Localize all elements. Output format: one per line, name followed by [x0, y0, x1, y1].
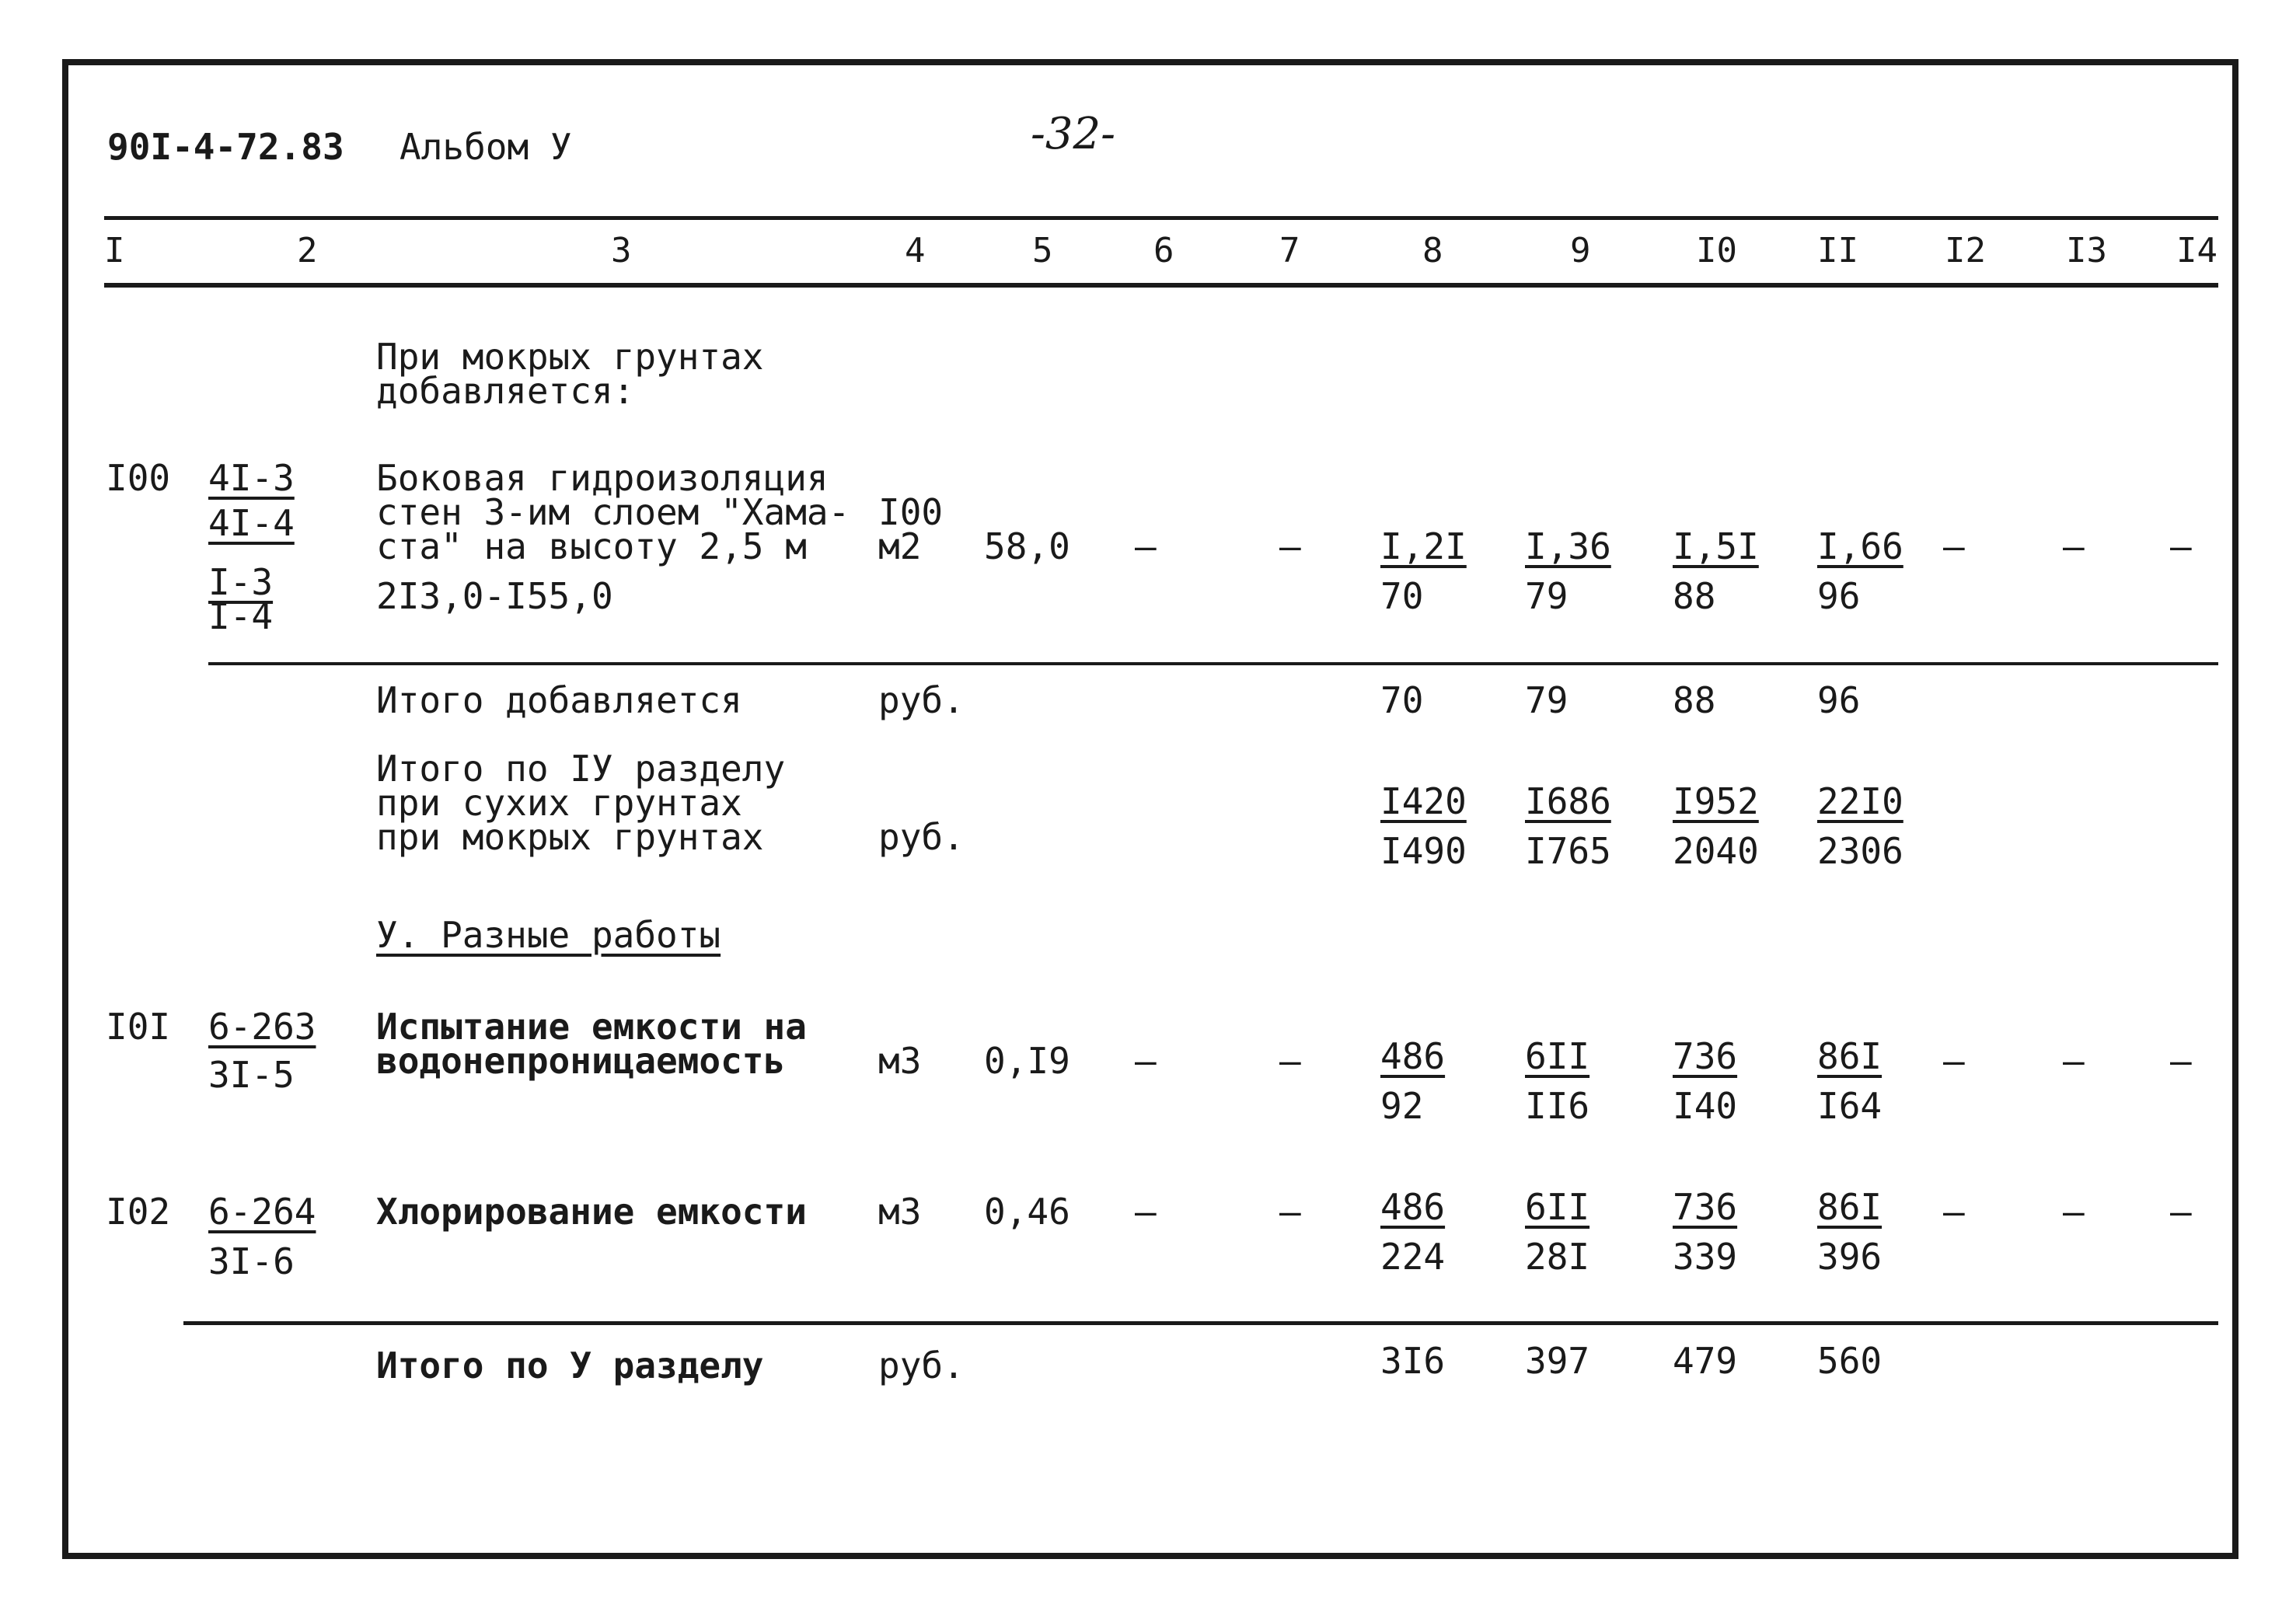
price-top: I686: [1525, 780, 1611, 822]
price-bottom: 92: [1380, 1085, 1424, 1127]
total-value: 79: [1525, 679, 1568, 721]
norm-code: 4I-4: [208, 502, 295, 544]
price-top: I420: [1380, 780, 1467, 822]
price-top: 86I: [1817, 1186, 1883, 1228]
wet-soil-intro-line2: добавляется:: [376, 370, 635, 412]
price-top: 736: [1673, 1035, 1738, 1077]
album-label: Альбом У: [400, 126, 572, 168]
unit-value: руб.: [878, 816, 965, 858]
price-top: I,5I: [1673, 525, 1759, 567]
column-number: I: [104, 231, 125, 270]
norm-code: 3I-6: [208, 1240, 295, 1282]
dash-cell: –: [2170, 1191, 2192, 1233]
dash-cell: –: [2063, 1191, 2085, 1233]
price-bottom: 224: [1380, 1236, 1446, 1278]
total-label: при сухих грунтах: [376, 782, 742, 824]
total-label: Итого добавляется: [376, 679, 742, 721]
norm-code: 6-264: [208, 1191, 316, 1233]
dash-cell: –: [2170, 1040, 2192, 1082]
price-bottom: I64: [1817, 1085, 1883, 1127]
total-label: Итого по IУ разделу: [376, 748, 786, 790]
section-rule: [208, 662, 2218, 665]
norm-code: I-3: [208, 561, 274, 603]
wet-soil-intro-line1: При мокрых грунтах: [376, 336, 764, 378]
price-bottom: 396: [1817, 1236, 1883, 1278]
price-bottom: I490: [1380, 830, 1467, 872]
column-number: 5: [1032, 231, 1053, 270]
work-description: Хлорирование емкости: [376, 1191, 807, 1233]
dash-cell: –: [1279, 525, 1301, 567]
column-number: 2: [297, 231, 318, 270]
total-value: 560: [1817, 1340, 1883, 1382]
total-label: Итого по У разделу: [376, 1345, 764, 1387]
row-number: I0I: [106, 1006, 171, 1048]
header-bottom-rule: [104, 283, 2218, 288]
column-number: 9: [1570, 231, 1591, 270]
work-description: водонепроницаемость: [376, 1040, 786, 1082]
column-number: I0: [1696, 231, 1737, 270]
dash-cell: –: [1135, 1191, 1157, 1233]
price-bottom: 70: [1380, 575, 1424, 617]
norm-code: I-4: [208, 595, 274, 637]
work-description: 2I3,0-I55,0: [376, 575, 613, 617]
total-value: 96: [1817, 679, 1861, 721]
price-bottom: 339: [1673, 1236, 1738, 1278]
column-number: 8: [1422, 231, 1443, 270]
column-number: 3: [611, 231, 632, 270]
price-top: I,66: [1817, 525, 1903, 567]
total-value: 70: [1380, 679, 1424, 721]
header-top-rule: [104, 216, 2218, 220]
column-number: I2: [1945, 231, 1986, 270]
dash-cell: –: [1943, 1040, 1965, 1082]
total-value: 3I6: [1380, 1340, 1446, 1382]
total-value: 397: [1525, 1340, 1590, 1382]
work-description: ста" на высоту 2,5 м: [376, 525, 807, 567]
work-description: Боковая гидроизоляция: [376, 457, 829, 499]
price-top: 736: [1673, 1186, 1738, 1228]
unit-value: I00: [878, 491, 944, 533]
row-number: I02: [106, 1191, 171, 1233]
price-bottom: 2306: [1817, 830, 1903, 872]
price-top: 22I0: [1817, 780, 1903, 822]
work-description: стен 3-им слоем "Хама-: [376, 491, 850, 533]
dash-cell: –: [1943, 525, 1965, 567]
price-bottom: 88: [1673, 575, 1716, 617]
price-top: I952: [1673, 780, 1759, 822]
column-number: 4: [905, 231, 926, 270]
quantity-value: 0,I9: [984, 1040, 1070, 1082]
total-value: 88: [1673, 679, 1716, 721]
price-bottom: 79: [1525, 575, 1568, 617]
price-top: I,36: [1525, 525, 1611, 567]
work-description: Испытание емкости на: [376, 1006, 807, 1048]
unit-value: м2: [878, 525, 922, 567]
price-bottom: I765: [1525, 830, 1611, 872]
price-top: 86I: [1817, 1035, 1883, 1077]
price-top: 6II: [1525, 1035, 1590, 1077]
price-bottom: 96: [1817, 575, 1861, 617]
dash-cell: –: [1279, 1040, 1301, 1082]
unit-value: м3: [878, 1191, 922, 1233]
price-top: 486: [1380, 1186, 1446, 1228]
row-number: I00: [106, 457, 171, 499]
section-title: У. Разные работы: [376, 914, 721, 956]
section-rule: [183, 1321, 2218, 1325]
total-label: при мокрых грунтах: [376, 816, 764, 858]
column-number: I3: [2066, 231, 2107, 270]
dash-cell: –: [1135, 525, 1157, 567]
dash-cell: –: [2063, 525, 2085, 567]
quantity-value: 0,46: [984, 1191, 1070, 1233]
price-bottom: I40: [1673, 1085, 1738, 1127]
unit-value: м3: [878, 1040, 922, 1082]
unit-value: руб.: [878, 1345, 965, 1387]
price-top: 486: [1380, 1035, 1446, 1077]
column-number: II: [1817, 231, 1858, 270]
dash-cell: –: [1279, 1191, 1301, 1233]
price-bottom: II6: [1525, 1085, 1590, 1127]
dash-cell: –: [1943, 1191, 1965, 1233]
dash-cell: –: [2063, 1040, 2085, 1082]
norm-code: 4I-3: [208, 457, 295, 499]
page-number: -32-: [1031, 109, 1116, 159]
price-top: I,2I: [1380, 525, 1467, 567]
column-number: I4: [2176, 231, 2217, 270]
document-code: 90I-4-72.83: [107, 126, 344, 168]
price-bottom: 28I: [1525, 1236, 1590, 1278]
price-bottom: 2040: [1673, 830, 1759, 872]
dash-cell: –: [2170, 525, 2192, 567]
quantity-value: 58,0: [984, 525, 1070, 567]
column-number: 7: [1279, 231, 1300, 270]
norm-code: 3I-5: [208, 1054, 295, 1096]
price-top: 6II: [1525, 1186, 1590, 1228]
norm-code: 6-263: [208, 1006, 316, 1048]
dash-cell: –: [1135, 1040, 1157, 1082]
unit-value: руб.: [878, 679, 965, 721]
column-number: 6: [1153, 231, 1174, 270]
total-value: 479: [1673, 1340, 1738, 1382]
